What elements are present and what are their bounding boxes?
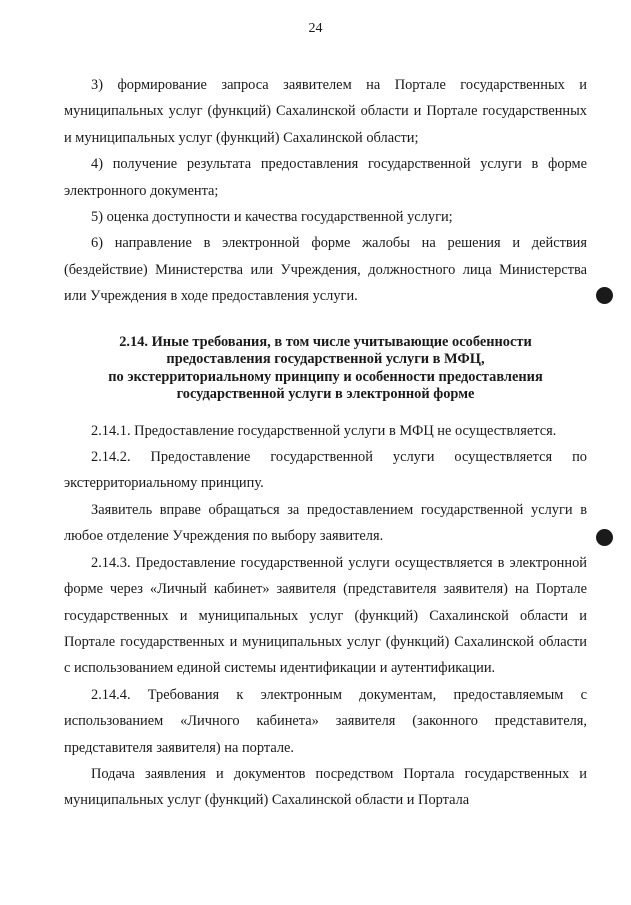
list-item-4: 4) получение результата предоставления государственной услуги в форме электронного документа; (64, 156, 587, 199)
page-number: 24 (308, 21, 323, 36)
section-heading-line: предоставления государственной услуги в МФЦ, (166, 351, 485, 368)
clause-2-14-3: 2.14.3. Предоставление государственной услуги осуществляется в электронной форме через «Личный кабинет» заявителя (представителя заявителя) на Портале государственных и муниципальных услуг (функций) Сахалинской области и Портале государственных и муниципальных услуг (функций) Сахалинской области с использованием единой системы идентификации и аутентификации. (64, 554, 587, 677)
clause-2-14-2: 2.14.2. Предоставление государственной услуги осуществляется по экстерриториальному принципу. (64, 449, 587, 492)
punch-hole-mark (596, 529, 613, 546)
list-item-3: 3) формирование запроса заявителем на Портале государственных и муниципальных услуг (функций) Сахалинской области и Портале государственных и муниципальных услуг (функций) Сахалинской области; (64, 77, 587, 146)
punch-hole-mark (596, 287, 613, 304)
list-item-5: 5) оценка доступности и качества государственной услуги; (91, 209, 453, 226)
submission-paragraph: Подача заявления и документов посредством Портала государственных и муниципальных услуг (функций) Сахалинской области и Портала (64, 765, 587, 809)
section-heading-line: по экстерриториальному принципу и особенности предоставления (108, 368, 543, 385)
section-heading-line: 2.14. Иные требования, в том числе учитывающие особенности (119, 333, 532, 350)
document-body (64, 72, 587, 814)
list-item-6: 6) направление в электронной форме жалобы на решения и действия (бездействие) Министерства или Учреждения, должностного лица Министерства или Учреждения в ходе предоставления услуги. (64, 235, 587, 305)
clause-2-14-4: 2.14.4. Требования к электронным документам, предоставляемым с использованием «Личного кабинета» заявителя (законного представителя, представителя заявителя) на портале. (64, 686, 587, 756)
section-heading-line: государственной услуги в электронной форме (176, 386, 475, 403)
clause-2-14-2-note: Заявитель вправе обращаться за предоставлением государственной услуги в любое отделение Учреждения по выбору заявителя. (64, 501, 587, 545)
section-heading (64, 334, 587, 404)
clause-2-14-1: 2.14.1. Предоставление государственной услуги в МФЦ не осуществляется. (91, 422, 557, 439)
